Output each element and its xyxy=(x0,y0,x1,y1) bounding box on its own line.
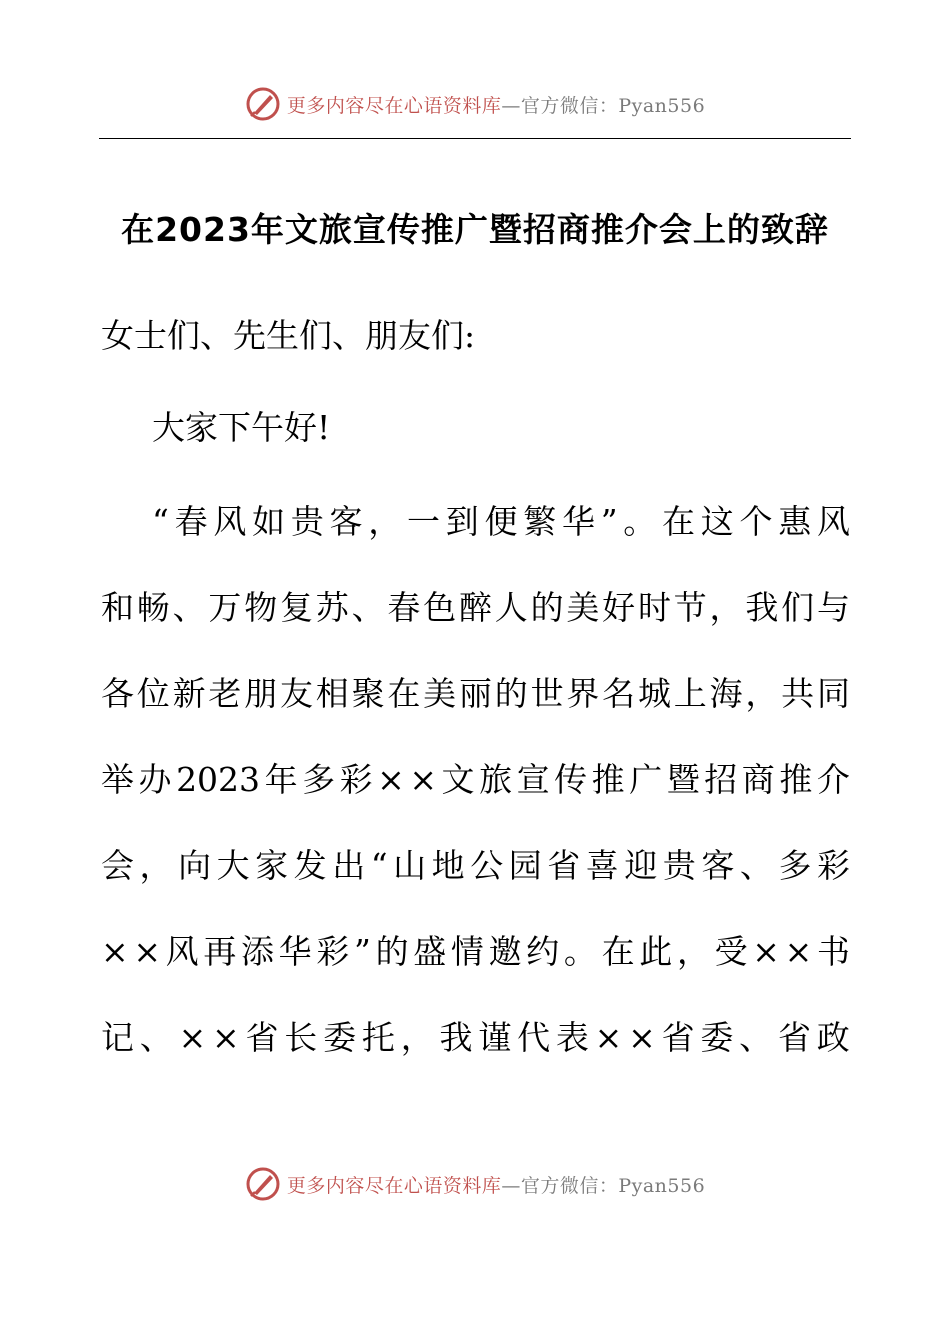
body-glyph: 地 xyxy=(431,846,465,885)
body-glyph: ， xyxy=(368,502,402,541)
body-glyph: 醉 xyxy=(458,588,492,627)
body-glyph: 友 xyxy=(279,674,313,713)
body-glyph: × xyxy=(594,1018,623,1057)
body-glyph: 大 xyxy=(216,846,250,885)
body-glyph: 节 xyxy=(673,588,707,627)
body-glyph: ， xyxy=(676,932,710,971)
body-glyph: 美 xyxy=(566,588,600,627)
body-glyph: 迎 xyxy=(624,846,658,885)
body-glyph: 新 xyxy=(172,674,206,713)
body-glyph: 位 xyxy=(136,674,170,713)
body-glyph: ， xyxy=(709,588,743,627)
body-glyph: 喜 xyxy=(585,846,619,885)
body-line xyxy=(101,844,850,888)
banner-separator: — xyxy=(501,94,521,117)
body-glyph: 委 xyxy=(323,1018,357,1057)
body-glyph: 风 xyxy=(816,502,850,541)
body-glyph: × xyxy=(212,1018,240,1057)
header-rule xyxy=(99,138,851,139)
body-glyph: 春 xyxy=(387,588,421,627)
banner-main: 更多内容尽在心语资料库 xyxy=(286,1174,502,1197)
pen-circle-icon xyxy=(245,1166,281,1202)
body-glyph: 。 xyxy=(623,502,657,541)
body-glyph: 物 xyxy=(244,588,278,627)
body-glyph: 惠 xyxy=(778,502,812,541)
body-glyph: 、 xyxy=(139,1018,173,1057)
document-title: 在2023年文旅宣传推广暨招商推介会上的致辞 xyxy=(121,210,829,249)
body-glyph: 上 xyxy=(673,674,707,713)
body-glyph: 丽 xyxy=(458,674,492,713)
body-glyph: 举 xyxy=(101,760,134,799)
body-glyph: 政 xyxy=(816,1018,850,1057)
body-glyph: 便 xyxy=(484,502,518,541)
body-glyph: 复 xyxy=(279,588,313,627)
body-glyph: 2023 xyxy=(176,760,261,799)
body-glyph: 添 xyxy=(241,932,274,971)
body-glyph: 山 xyxy=(393,846,427,885)
body-glyph: 长 xyxy=(284,1018,318,1057)
body-glyph: × xyxy=(752,932,780,971)
body-glyph: 繁 xyxy=(523,502,557,541)
body-glyph: 海 xyxy=(709,674,743,713)
body-glyph: 畅 xyxy=(136,588,170,627)
body-glyph: × xyxy=(178,1018,207,1057)
body-glyph: 此 xyxy=(639,932,673,971)
body-line xyxy=(101,758,850,802)
header-banner xyxy=(0,84,950,124)
body-glyph: 的 xyxy=(494,674,528,713)
body-glyph: 彩 xyxy=(816,846,850,885)
body-glyph: 广 xyxy=(629,760,663,799)
body-glyph: 省 xyxy=(245,1018,279,1057)
body-glyph: 的 xyxy=(375,932,409,971)
body-glyph: 在 xyxy=(601,932,635,971)
body-glyph: 约 xyxy=(526,932,560,971)
body-glyph: 旅 xyxy=(479,760,513,799)
body-glyph: 谨 xyxy=(478,1018,512,1057)
body-glyph: 风 xyxy=(165,932,199,971)
body-glyph: 界 xyxy=(566,674,600,713)
body-glyph: 的 xyxy=(530,588,564,627)
body-glyph: 向 xyxy=(178,846,212,885)
body-glyph: 名 xyxy=(602,674,636,713)
body-glyph: 聚 xyxy=(351,674,385,713)
body-glyph: 公 xyxy=(470,846,504,885)
body-glyph: 华 xyxy=(278,932,312,971)
body-glyph: ， xyxy=(139,846,173,885)
body-glyph: 、 xyxy=(172,588,206,627)
body-glyph: 在 xyxy=(662,502,696,541)
body-glyph: 这 xyxy=(700,502,734,541)
body-glyph: 同 xyxy=(816,674,850,713)
body-glyph: 各 xyxy=(101,674,134,713)
body-glyph: 介 xyxy=(816,760,850,799)
body-glyph: × xyxy=(133,932,161,971)
body-glyph: 世 xyxy=(530,674,564,713)
body-glyph: 个 xyxy=(739,502,773,541)
body-glyph: 色 xyxy=(423,588,457,627)
greeting: 大家下午好! xyxy=(152,408,331,447)
banner-separator: — xyxy=(501,1174,521,1197)
body-glyph: 、 xyxy=(739,846,773,885)
body-glyph: × xyxy=(377,760,405,799)
body-glyph: 苏 xyxy=(315,588,349,627)
body-glyph: 到 xyxy=(445,502,479,541)
body-glyph: 多 xyxy=(778,846,812,885)
body-glyph: 们 xyxy=(781,588,815,627)
body-glyph: 彩 xyxy=(339,760,373,799)
body-glyph: 和 xyxy=(101,588,134,627)
body-glyph: 会 xyxy=(101,846,134,885)
body-glyph: 商 xyxy=(741,760,775,799)
body-glyph: 风 xyxy=(213,502,247,541)
body-line xyxy=(101,672,850,716)
body-glyph: 彩 xyxy=(316,932,350,971)
body-glyph: 贵 xyxy=(290,502,324,541)
body-glyph: 年 xyxy=(264,760,298,799)
body-glyph: 春 xyxy=(174,502,208,541)
body-glyph: 暨 xyxy=(666,760,700,799)
body-glyph: 家 xyxy=(255,846,289,885)
body-glyph: 老 xyxy=(208,674,242,713)
body-glyph: 时 xyxy=(637,588,671,627)
body-glyph: 、 xyxy=(351,588,385,627)
body-glyph: 托 xyxy=(361,1018,395,1057)
body-line xyxy=(101,930,850,974)
body-glyph: 华 xyxy=(561,502,595,541)
body-glyph: 、 xyxy=(739,1018,773,1057)
body-glyph: 发 xyxy=(293,846,327,885)
body-glyph: 在 xyxy=(387,674,421,713)
body-glyph: 代 xyxy=(517,1018,551,1057)
body-glyph: “ xyxy=(370,846,388,885)
body-glyph: 传 xyxy=(554,760,588,799)
body-glyph: 省 xyxy=(777,1018,811,1057)
body-glyph: 情 xyxy=(450,932,484,971)
body-glyph: 如 xyxy=(252,502,286,541)
body-glyph: 与 xyxy=(816,588,850,627)
body-glyph: 招 xyxy=(704,760,738,799)
body-glyph: ， xyxy=(745,674,779,713)
body-glyph: 多 xyxy=(302,760,336,799)
body-glyph: 我 xyxy=(745,588,779,627)
banner-main: 更多内容尽在心语资料库 xyxy=(286,94,502,117)
pen-circle-icon xyxy=(245,86,281,122)
banner-text xyxy=(287,91,705,118)
body-glyph: 一 xyxy=(407,502,441,541)
body-glyph: 好 xyxy=(602,588,636,627)
body-glyph: 万 xyxy=(208,588,242,627)
body-glyph: 办 xyxy=(138,760,172,799)
body-glyph: 我 xyxy=(439,1018,473,1057)
salutation: 女士们、先生们、朋友们: xyxy=(101,316,476,355)
banner-suffix: 官方微信：Pyan556 xyxy=(520,1174,706,1197)
body-glyph: 相 xyxy=(315,674,349,713)
body-glyph: 再 xyxy=(203,932,237,971)
body-glyph: “ xyxy=(152,502,169,541)
body-glyph: ” xyxy=(600,502,618,541)
body-glyph: 城 xyxy=(637,674,671,713)
body-glyph: 朋 xyxy=(244,674,278,713)
body-glyph: 委 xyxy=(700,1018,734,1057)
footer-banner xyxy=(0,1164,950,1204)
body-glyph: 。 xyxy=(563,932,597,971)
body-glyph: 文 xyxy=(441,760,475,799)
body-glyph: × xyxy=(101,932,129,971)
body-glyph: 推 xyxy=(779,760,813,799)
body-glyph: 贵 xyxy=(662,846,696,885)
body-glyph: × xyxy=(628,1018,656,1057)
body-glyph: ， xyxy=(400,1018,434,1057)
body-glyph: 人 xyxy=(494,588,528,627)
body-line xyxy=(152,500,850,544)
body-glyph: 邀 xyxy=(488,932,522,971)
body-glyph: ” xyxy=(354,932,371,971)
body-glyph: 共 xyxy=(781,674,815,713)
body-line xyxy=(101,1016,850,1060)
body-glyph: 客 xyxy=(701,846,735,885)
body-glyph: 美 xyxy=(423,674,457,713)
body-glyph: 推 xyxy=(591,760,625,799)
body-glyph: 出 xyxy=(332,846,366,885)
body-glyph: 省 xyxy=(661,1018,695,1057)
banner-text xyxy=(287,1171,705,1198)
body-glyph: 园 xyxy=(508,846,542,885)
body-glyph: 记 xyxy=(101,1018,134,1057)
body-glyph: × xyxy=(409,760,438,799)
body-line xyxy=(101,586,850,630)
body-glyph: 宣 xyxy=(516,760,550,799)
banner-suffix: 官方微信：Pyan556 xyxy=(520,94,706,117)
body-glyph: 客 xyxy=(329,502,363,541)
body-glyph: 省 xyxy=(547,846,581,885)
body-glyph: × xyxy=(784,932,813,971)
body-glyph: 表 xyxy=(555,1018,589,1057)
body-glyph: 盛 xyxy=(413,932,447,971)
body-glyph: 书 xyxy=(816,932,850,971)
body-glyph: 受 xyxy=(714,932,748,971)
